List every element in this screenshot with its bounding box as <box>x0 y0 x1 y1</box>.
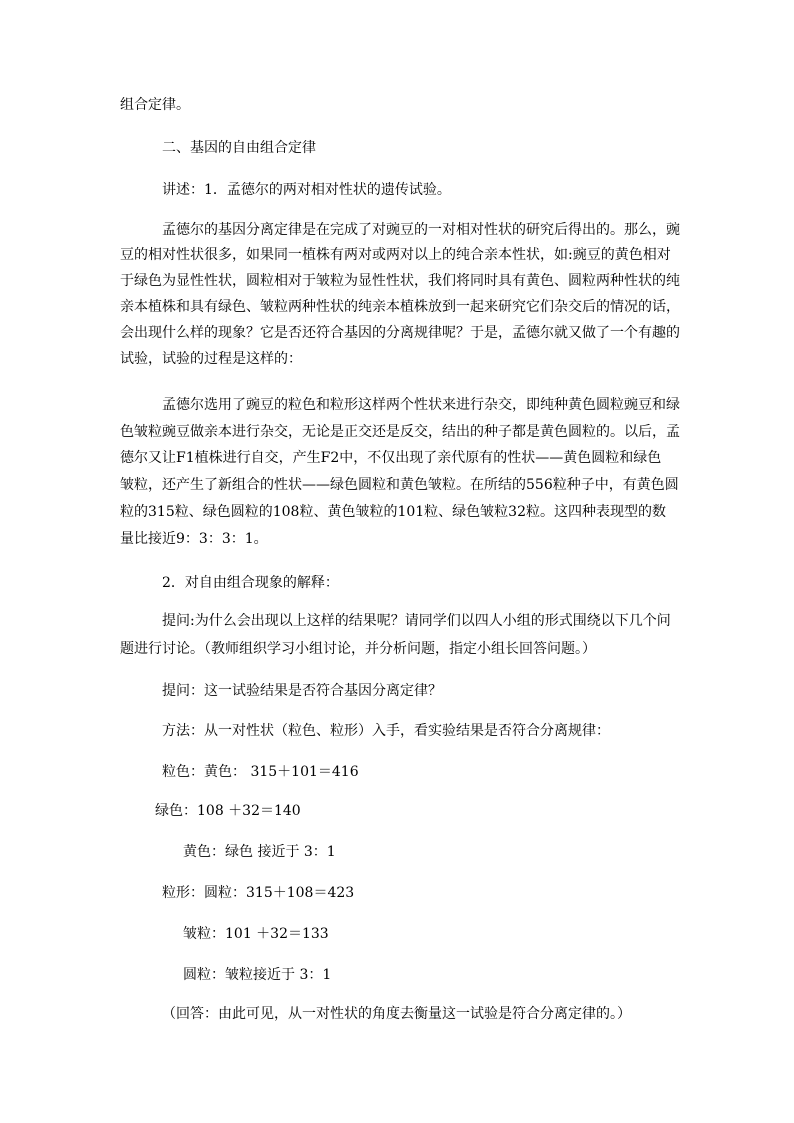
text-line: 讲述：1．孟德尔的两对相对性状的遗传试验。 <box>162 182 451 198</box>
calc-line: 粒形：圆粒：315＋108＝423 <box>162 885 355 901</box>
paragraph-line: 孟德尔的基因分离定律是在完成了对豌豆的一对相对性状的研究后得出的。那么，豌 <box>162 222 680 238</box>
paragraph-line: 量比接近9：3：3：1。 <box>120 531 268 547</box>
paragraph-line: 皱粒，还产生了新组合的性状——绿色圆粒和黄色皱粒。在所结的556粒种子中，有黄色圆 <box>120 477 679 493</box>
paragraph-line: 提问:为什么会出现以上这样的结果呢？请同学们以四人小组的形式围绕以下几个问 <box>162 613 671 629</box>
calc-line: 皱粒：101 ＋32＝133 <box>183 926 329 942</box>
paragraph-line: 试验，试验的过程是这样的： <box>120 351 302 367</box>
calc-line: 绿色：108 ＋32＝140 <box>155 803 301 819</box>
paragraph-line: 会出现什么样的现象？它是否还符合基因的分离规律呢？于是，孟德尔就又做了一个有趣的 <box>120 325 680 341</box>
paragraph-line: 德尔又让F1植株进行自交，产生F2中，不仅出现了亲代原有的性状——黄色圆粒和绿色 <box>120 450 662 466</box>
text-line: 组合定律。 <box>120 97 190 113</box>
paragraph-line: 粒的315粒、绿色圆粒的108粒、黄色皱粒的101粒、绿色皱粒32粒。这四种表现型的数 <box>120 504 666 520</box>
section-heading: 二、基因的自由组合定律 <box>162 140 316 156</box>
paragraph-line: 豆的相对性状很多，如果同一植株有两对或两对以上的纯合亲本性状，如:豌豆的黄色相对 <box>120 247 671 263</box>
question-line: 提问：这一试验结果是否符合基因分离定律？ <box>162 683 442 699</box>
paragraph-line: 于绿色为显性性状，圆粒相对于皱粒为显性性状，我们将同时具有黄色、圆粒两种性状的纯 <box>120 273 680 289</box>
paragraph-line: 亲本植株和具有绿色、皱粒两种性状的纯亲本植株放到一起来研究它们杂交后的情况的话， <box>120 299 680 315</box>
calc-line: 粒色：黄色： 315＋101＝416 <box>162 764 359 780</box>
method-line: 方法：从一对性状（粒色、粒形）入手，看实验结果是否符合分离规律： <box>162 723 610 739</box>
subsection-heading: 2．对自由组合现象的解释： <box>162 575 339 591</box>
answer-line: （回答：由此可见，从一对性状的角度去衡量这一试验是符合分离定律的。） <box>162 1006 631 1022</box>
calc-line: 黄色：绿色 接近于 3：1 <box>183 844 336 860</box>
paragraph-line: 题进行讨论。（教师组织学习小组讨论，并分析问题，指定小组长回答问题。） <box>120 641 596 657</box>
calc-line: 圆粒：皱粒接近于 3：1 <box>183 967 332 983</box>
paragraph-line: 孟德尔选用了豌豆的粒色和粒形这样两个性状来进行杂交，即纯种黄色圆粒豌豆和绿 <box>162 397 680 413</box>
paragraph-line: 色皱粒豌豆做亲本进行杂交，无论是正交还是反交，结出的种子都是黄色圆粒的。以后，孟 <box>120 424 680 440</box>
